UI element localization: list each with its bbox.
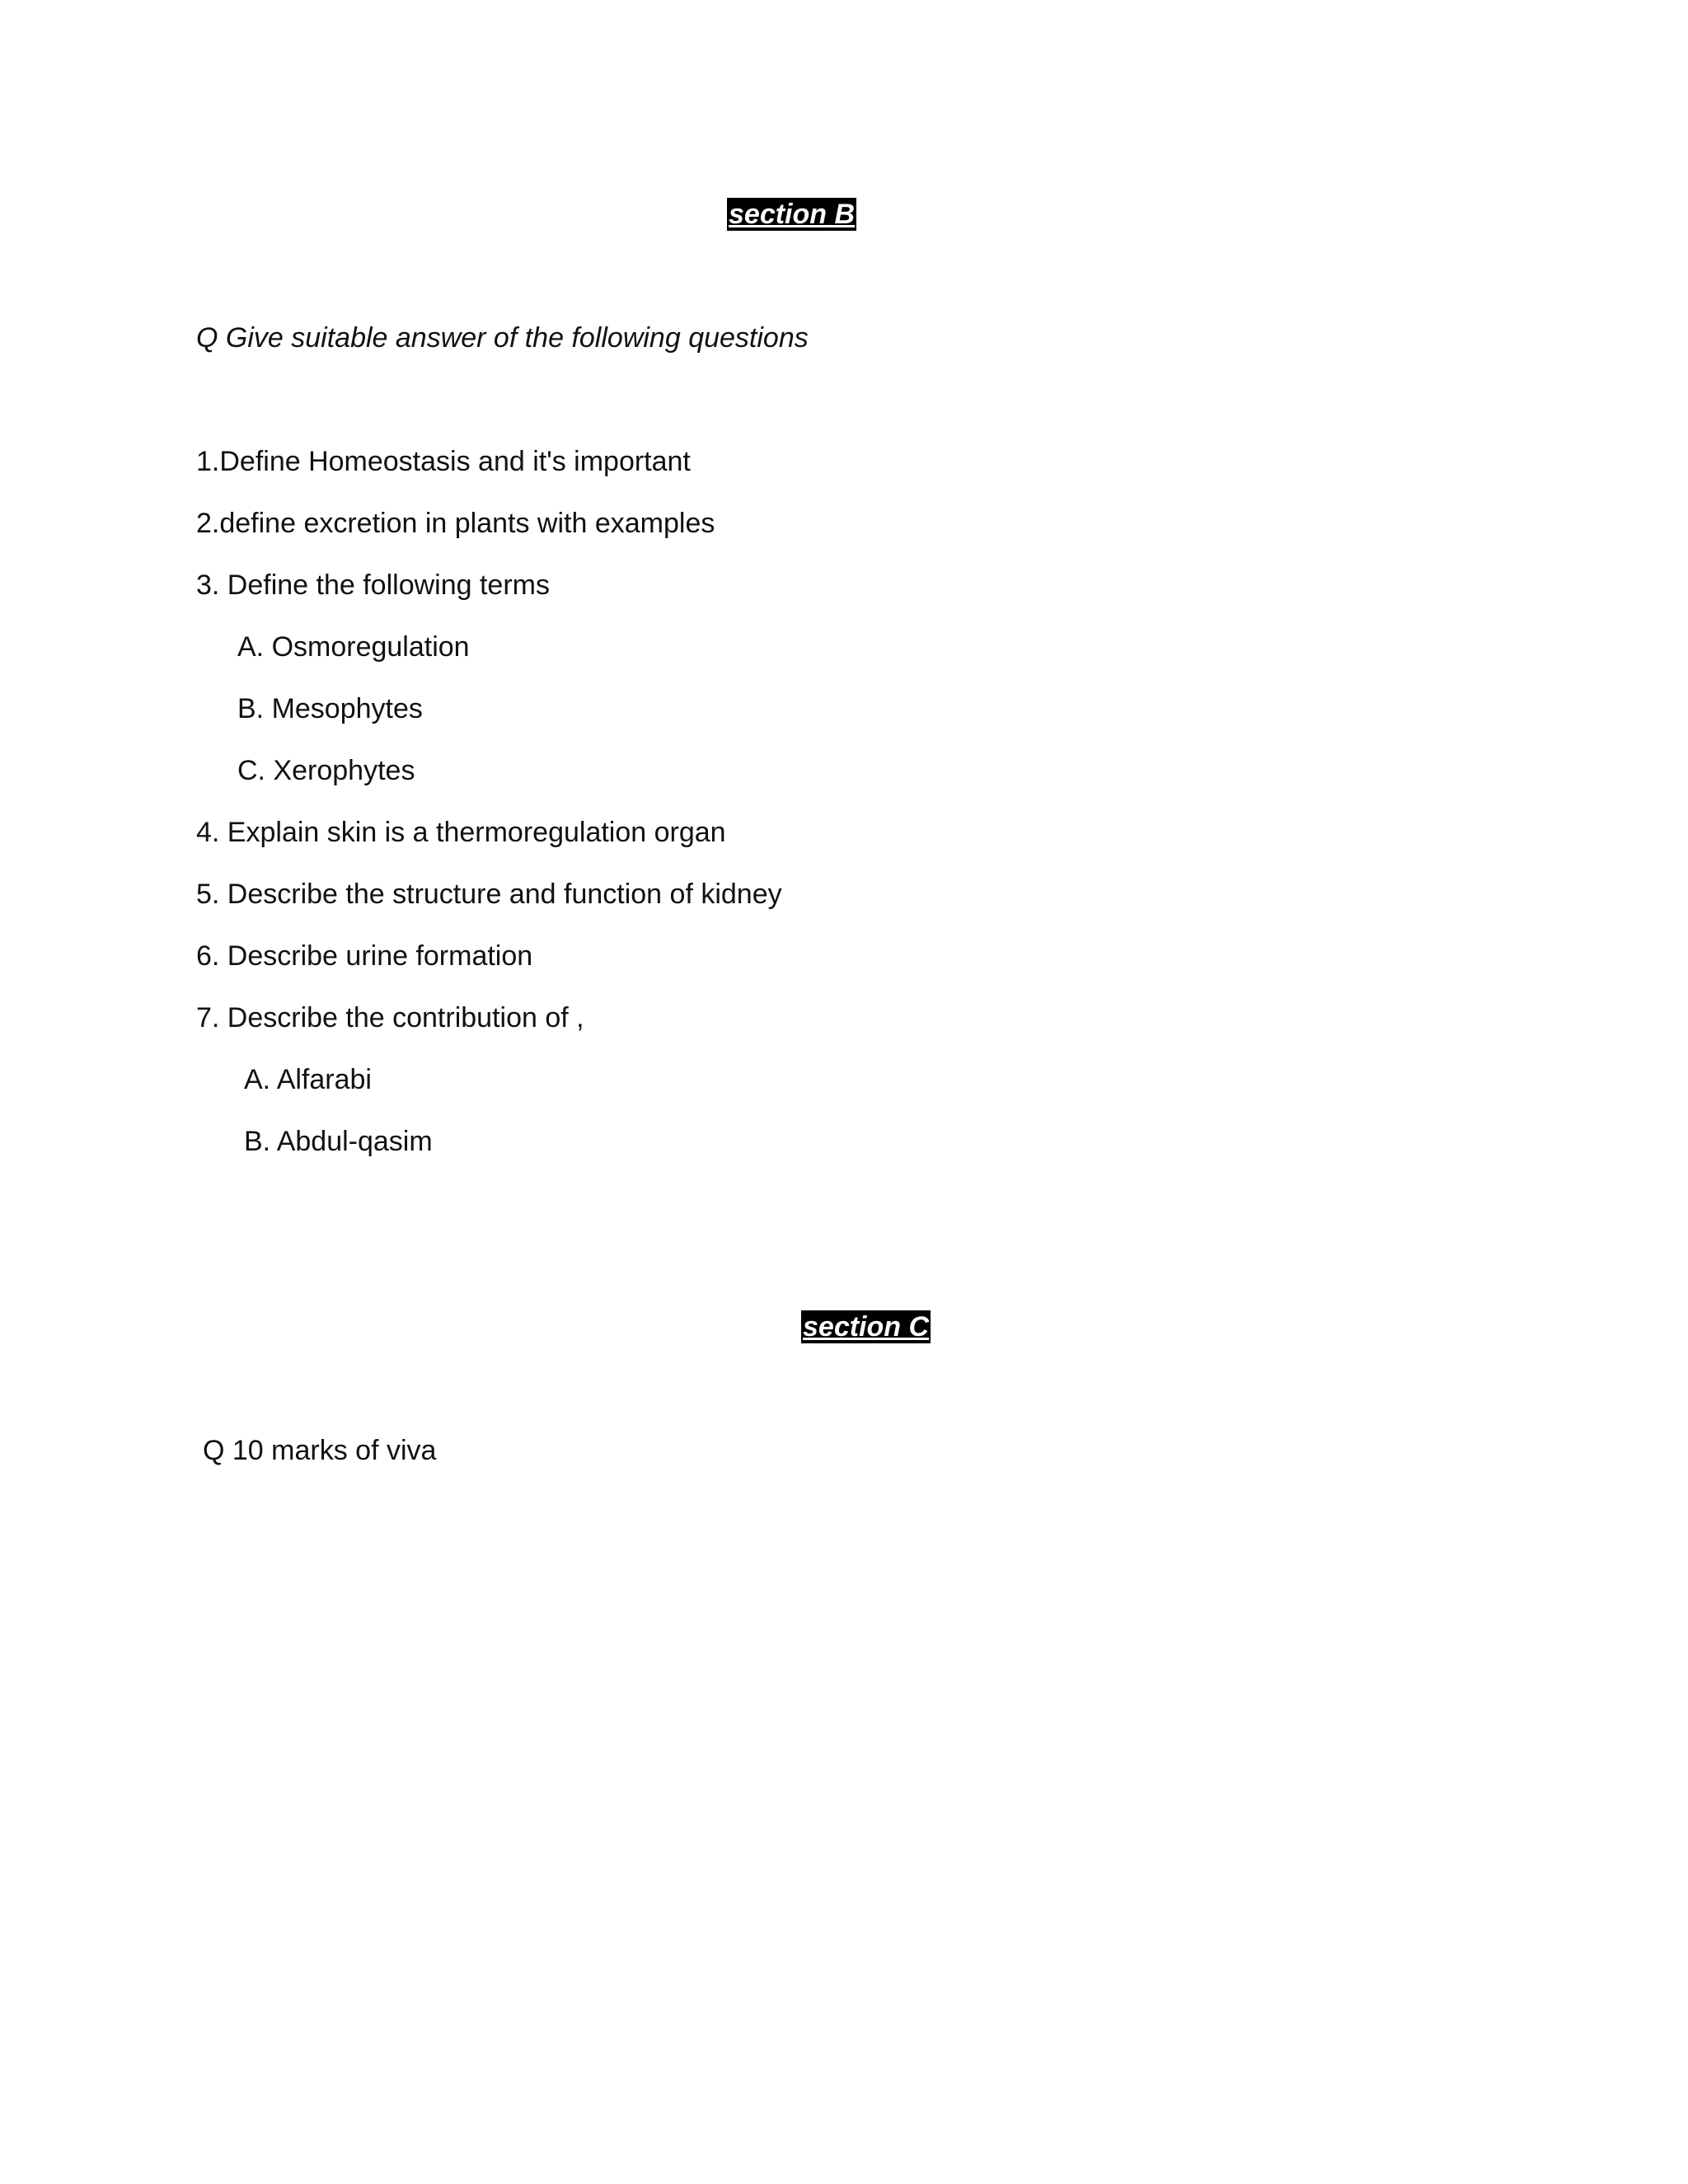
question-4: 4. Explain skin is a thermoregulation organ [196,817,726,848]
section-b-instruction: Q Give suitable answer of the following questions [196,322,809,354]
question-6: 6. Describe urine formation [196,940,533,972]
section-c-heading: section C [803,1311,930,1343]
question-5: 5. Describe the structure and function of kidney [196,879,782,910]
question-1: 1.Define Homeostasis and it's important [196,446,691,477]
question-3-sub-c: C. Xerophytes [237,755,415,786]
question-3: 3. Define the following terms [196,569,550,601]
question-7: 7. Describe the contribution of , [196,1002,584,1033]
question-7-sub-b: B. Abdul-qasim [244,1126,433,1157]
question-3-sub-a: A. Osmoregulation [237,631,470,663]
question-7-sub-a: A. Alfarabi [244,1064,372,1095]
question-3-sub-b: B. Mesophytes [237,693,423,724]
question-2: 2.define excretion in plants with examples [196,508,715,539]
section-c-instruction: Q 10 marks of viva [203,1435,437,1466]
section-b-heading: section B [729,199,856,230]
